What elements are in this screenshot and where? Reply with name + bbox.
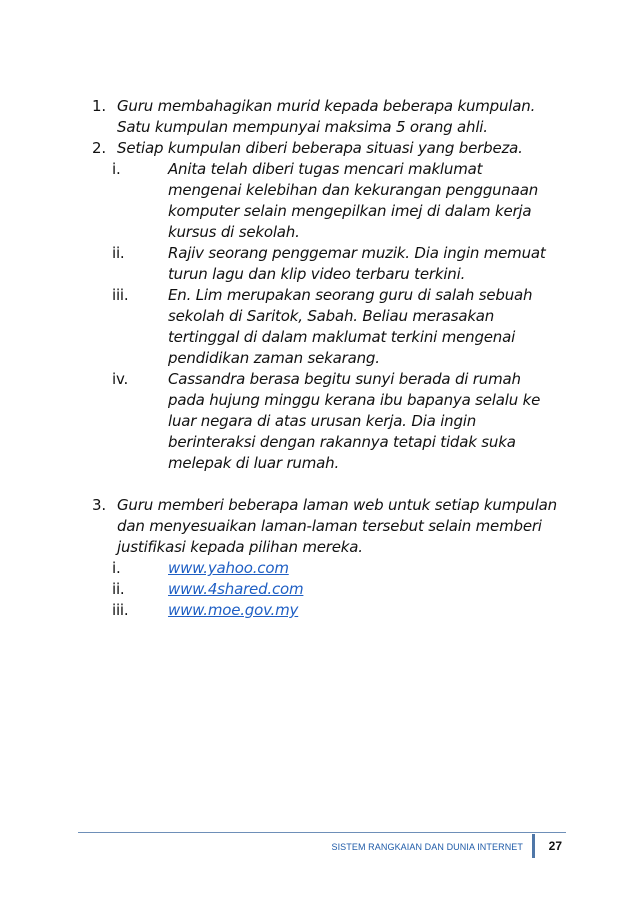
sub-text-line: En. Lim merupakan seorang guru di salah sebuah [168,286,533,304]
list-item-2 [92,138,592,159]
situation-item-iii [112,285,592,369]
sub-text-line: turun lagu dan klip video terbaru terkini. [168,265,466,283]
situation-item-i [112,159,592,243]
sub-text-line: komputer selain mengepilkan imej di dalam kerja [168,202,532,220]
list-text-line: Guru memberi beberapa laman web untuk setiap kumpulan [117,496,557,514]
list-number: 1. [92,97,106,115]
website-item-moe [112,600,592,621]
sub-text-line: Anita telah diberi tugas mencari maklumat [168,160,483,178]
sub-number: i. [112,559,121,577]
footer-title: SISTEM RANGKAIAN DAN DUNIA INTERNET [331,842,523,852]
yahoo-link[interactable]: www.yahoo.com [168,559,289,577]
4shared-link[interactable]: www.4shared.com [168,580,304,598]
footer-divider [532,834,535,858]
sub-text-line: Rajiv seorang penggemar muzik. Dia ingin memuat [168,244,546,262]
situation-item-iv [112,369,592,474]
page-number: 27 [548,839,562,853]
list-item-3 [92,495,592,558]
document-body [92,96,592,621]
paragraph-gap [92,474,592,495]
sub-text-line: berinteraksi dengan rakannya tetapi tidak suka [168,433,516,451]
sub-text-line: Cassandra berasa begitu sunyi berada di rumah [168,370,521,388]
footer-rule [78,832,566,833]
sub-text-line: tertinggal di dalam maklumat terkini mengenai [168,328,516,346]
sub-text-line: mengenai kelebihan dan kekurangan penggunaan [168,181,539,199]
sub-number: iii. [112,601,129,619]
sub-number: ii. [112,244,125,262]
sub-text-line: kursus di sekolah. [168,223,300,241]
situation-list [92,159,592,474]
list-item-1 [92,96,592,138]
website-item-4shared [112,579,592,600]
sub-number: i. [112,160,121,178]
list-text-line: justifikasi kepada pilihan mereka. [117,538,363,556]
sub-text-line: pada hujung minggu kerana ibu bapanya selalu ke [168,391,541,409]
sub-text-line: melepak di luar rumah. [168,454,340,472]
list-text-line: dan menyesuaikan laman-laman tersebut selain memberi [117,517,542,535]
sub-text-line: luar negara di atas urusan kerja. Dia ingin [168,412,477,430]
website-item-yahoo [112,558,592,579]
sub-number: iii. [112,286,129,304]
list-text-line: Satu kumpulan mempunyai maksima 5 orang ahli. [117,118,488,136]
list-number: 2. [92,139,106,157]
sub-text-line: pendidikan zaman sekarang. [168,349,380,367]
sub-number: iv. [112,370,129,388]
sub-number: ii. [112,580,125,598]
list-text-line: Setiap kumpulan diberi beberapa situasi yang berbeza. [117,139,523,157]
situation-item-ii [112,243,592,285]
website-list [92,558,592,621]
page-footer [78,832,566,862]
sub-text-line: sekolah di Saritok, Sabah. Beliau merasakan [168,307,495,325]
list-number: 3. [92,496,106,514]
list-text-line: Guru membahagikan murid kepada beberapa kumpulan. [117,97,536,115]
moe-link[interactable]: www.moe.gov.my [168,601,299,619]
